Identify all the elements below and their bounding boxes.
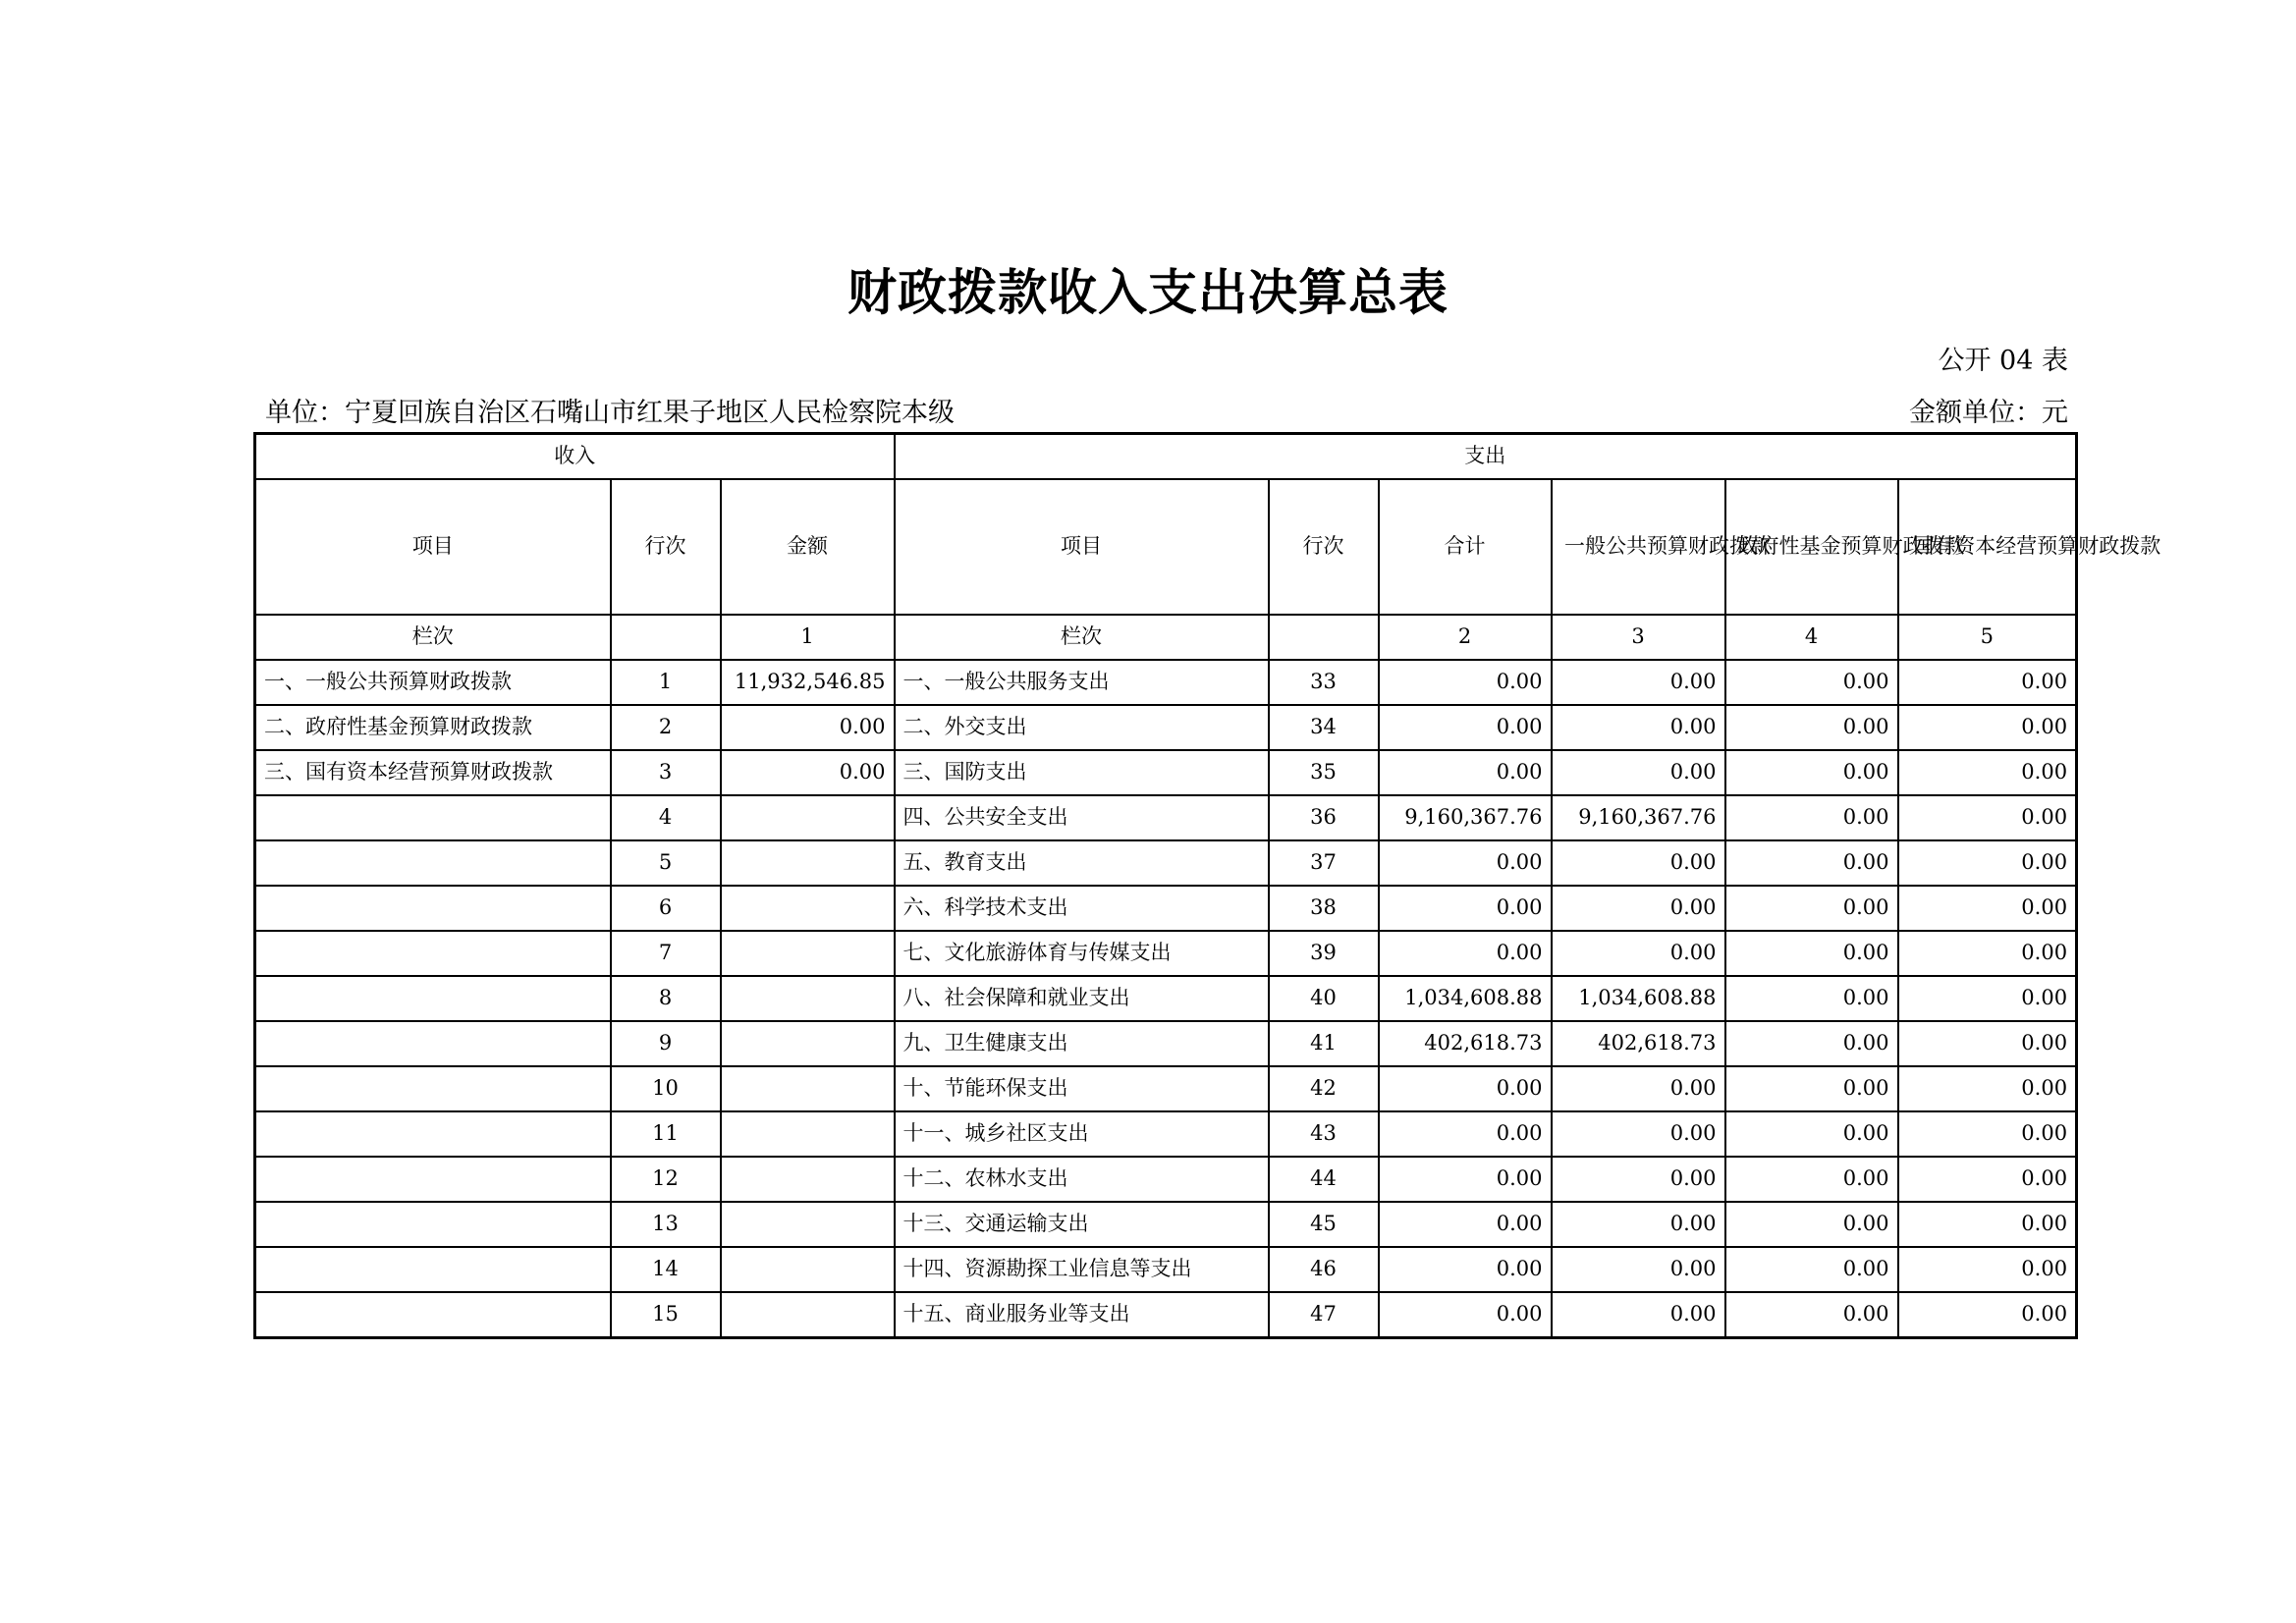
general-budget-cell: 0.00 (1552, 705, 1725, 750)
general-budget-cell: 0.00 (1552, 1202, 1725, 1247)
gov-fund-cell: 0.00 (1725, 1202, 1898, 1247)
general-budget-cell: 9,160,367.76 (1552, 795, 1725, 840)
general-budget-cell: 0.00 (1552, 1157, 1725, 1202)
gov-fund-cell: 0.00 (1725, 750, 1898, 795)
table-row (255, 750, 2077, 795)
income-amount-cell: 0.00 (721, 750, 895, 795)
expense-item-cell: 六、科学技术支出 (895, 886, 1269, 931)
income-amount-cell (721, 1247, 895, 1292)
header-general-budget (1552, 479, 1772, 615)
table-row (255, 1111, 2077, 1157)
col-4: 4 (1725, 615, 1898, 660)
col-5: 5 (1898, 615, 2077, 660)
total-cell: 0.00 (1379, 660, 1552, 705)
total-cell: 0.00 (1379, 1292, 1552, 1338)
income-item-cell (255, 1157, 611, 1202)
table-row (255, 976, 2077, 1021)
expense-line-cell: 34 (1269, 705, 1379, 750)
state-capital-cell: 0.00 (1898, 1292, 2077, 1338)
expense-item-cell: 九、卫生健康支出 (895, 1021, 1269, 1066)
general-budget-cell: 0.00 (1552, 750, 1725, 795)
income-line-cell: 6 (611, 886, 721, 931)
income-line-cell: 2 (611, 705, 721, 750)
expense-line-cell: 41 (1269, 1021, 1379, 1066)
table-row (255, 931, 2077, 976)
expense-item-cell: 八、社会保障和就业支出 (895, 976, 1269, 1021)
general-budget-cell: 0.00 (1552, 931, 1725, 976)
income-amount-cell: 11,932,546.85 (721, 660, 895, 705)
income-line-cell: 11 (611, 1111, 721, 1157)
expense-item-cell: 十三、交通运输支出 (895, 1202, 1269, 1247)
expense-item-cell: 十五、商业服务业等支出 (895, 1292, 1269, 1338)
page-title: 财政拨款收入支出决算总表 (847, 263, 1449, 321)
income-amount-cell: 0.00 (721, 705, 895, 750)
state-capital-cell: 0.00 (1898, 705, 2077, 750)
income-amount-cell (721, 931, 895, 976)
general-budget-cell: 0.00 (1552, 660, 1725, 705)
income-item-cell (255, 976, 611, 1021)
expense-item-cell: 十一、城乡社区支出 (895, 1111, 1269, 1157)
gov-fund-cell: 0.00 (1725, 886, 1898, 931)
income-line-cell: 3 (611, 750, 721, 795)
expense-item-cell: 十二、农林水支出 (895, 1157, 1269, 1202)
income-item-cell (255, 1247, 611, 1292)
total-cell: 0.00 (1379, 1111, 1552, 1157)
header-state-capital (1898, 479, 2161, 615)
amount-unit-label: 金额单位：元 (1909, 398, 2068, 428)
total-cell: 0.00 (1379, 750, 1552, 795)
total-cell: 0.00 (1379, 1066, 1552, 1111)
income-amount-cell (721, 1292, 895, 1338)
total-cell: 402,618.73 (1379, 1021, 1552, 1066)
income-line-cell: 10 (611, 1066, 721, 1111)
table-row (255, 1021, 2077, 1066)
expense-line-cell: 40 (1269, 976, 1379, 1021)
income-amount-cell (721, 1021, 895, 1066)
income-item-cell: 二、政府性基金预算财政拨款 (255, 705, 611, 750)
table-body (255, 434, 2161, 1338)
gov-fund-cell: 0.00 (1725, 1066, 1898, 1111)
column-header-row (255, 479, 2077, 615)
income-line-cell: 1 (611, 660, 721, 705)
expense-line-cell: 33 (1269, 660, 1379, 705)
gov-fund-cell: 0.00 (1725, 1247, 1898, 1292)
section-header-row (255, 434, 2077, 480)
expense-line-cell: 39 (1269, 931, 1379, 976)
income-item-cell (255, 840, 611, 886)
total-cell: 0.00 (1379, 886, 1552, 931)
income-item-cell (255, 795, 611, 840)
unit-label: 单位：宁夏回族自治区石嘴山市红果子地区人民检察院本级 (265, 398, 955, 428)
income-item-cell: 三、国有资本经营预算财政拨款 (255, 750, 611, 795)
budget-table (253, 432, 2161, 1339)
gov-fund-cell: 0.00 (1725, 931, 1898, 976)
state-capital-cell: 0.00 (1898, 1066, 2077, 1111)
income-amount-cell (721, 1111, 895, 1157)
expense-item-cell: 五、教育支出 (895, 840, 1269, 886)
state-capital-cell: 0.00 (1898, 840, 2077, 886)
income-item-cell (255, 931, 611, 976)
section-income: 收入 (255, 434, 895, 480)
income-amount-cell (721, 795, 895, 840)
general-budget-cell: 0.00 (1552, 1292, 1725, 1338)
state-capital-cell: 0.00 (1898, 1247, 2077, 1292)
general-budget-cell: 0.00 (1552, 840, 1725, 886)
header-gov-fund (1725, 479, 1965, 615)
income-amount-cell (721, 1066, 895, 1111)
total-cell: 9,160,367.76 (1379, 795, 1552, 840)
table-row (255, 840, 2077, 886)
gov-fund-cell: 0.00 (1725, 1157, 1898, 1202)
expense-line-cell: 42 (1269, 1066, 1379, 1111)
header-gov-fund-text: 政府性基金预算财政拨款 (1737, 534, 1965, 559)
expense-item-cell: 十四、资源勘探工业信息等支出 (895, 1247, 1269, 1292)
expense-line-cell: 36 (1269, 795, 1379, 840)
total-cell: 0.00 (1379, 840, 1552, 886)
table-row (255, 886, 2077, 931)
total-cell: 0.00 (1379, 1157, 1552, 1202)
header-expense-line: 行次 (1269, 479, 1379, 615)
header-income-amount: 金额 (721, 479, 895, 615)
total-cell: 0.00 (1379, 705, 1552, 750)
header-state-capital-text: 国有资本经营预算财政拨款 (1913, 534, 2161, 559)
col-expense-label: 栏次 (895, 615, 1269, 660)
state-capital-cell: 0.00 (1898, 1157, 2077, 1202)
state-capital-cell: 0.00 (1898, 1021, 2077, 1066)
expense-line-cell: 47 (1269, 1292, 1379, 1338)
gov-fund-cell: 0.00 (1725, 976, 1898, 1021)
expense-line-cell: 44 (1269, 1157, 1379, 1202)
header-income-line: 行次 (611, 479, 721, 615)
col-1: 1 (721, 615, 895, 660)
col-2: 2 (1379, 615, 1552, 660)
table-row (255, 1202, 2077, 1247)
income-line-cell: 8 (611, 976, 721, 1021)
header-general-budget-text: 一般公共预算财政拨款 (1564, 534, 1772, 559)
header-expense-item: 项目 (895, 479, 1269, 615)
expense-item-cell: 四、公共安全支出 (895, 795, 1269, 840)
income-line-cell: 14 (611, 1247, 721, 1292)
section-expense: 支出 (895, 434, 2077, 480)
col-expense-line-blank (1269, 615, 1379, 660)
state-capital-cell: 0.00 (1898, 750, 2077, 795)
income-amount-cell (721, 1157, 895, 1202)
income-amount-cell (721, 886, 895, 931)
expense-line-cell: 38 (1269, 886, 1379, 931)
general-budget-cell: 402,618.73 (1552, 1021, 1725, 1066)
general-budget-cell: 1,034,608.88 (1552, 976, 1725, 1021)
income-line-cell: 9 (611, 1021, 721, 1066)
total-cell: 0.00 (1379, 931, 1552, 976)
expense-line-cell: 43 (1269, 1111, 1379, 1157)
state-capital-cell: 0.00 (1898, 660, 2077, 705)
income-line-cell: 12 (611, 1157, 721, 1202)
table-row (255, 705, 2077, 750)
income-line-cell: 15 (611, 1292, 721, 1338)
expense-item-cell: 一、一般公共服务支出 (895, 660, 1269, 705)
income-line-cell: 5 (611, 840, 721, 886)
gov-fund-cell: 0.00 (1725, 840, 1898, 886)
expense-item-cell: 七、文化旅游体育与传媒支出 (895, 931, 1269, 976)
header-income-item: 项目 (255, 479, 611, 615)
general-budget-cell: 0.00 (1552, 1111, 1725, 1157)
general-budget-cell: 0.00 (1552, 886, 1725, 931)
general-budget-cell: 0.00 (1552, 1066, 1725, 1111)
state-capital-cell: 0.00 (1898, 1202, 2077, 1247)
expense-item-cell: 二、外交支出 (895, 705, 1269, 750)
table-row (255, 1247, 2077, 1292)
state-capital-cell: 0.00 (1898, 931, 2077, 976)
expense-line-cell: 45 (1269, 1202, 1379, 1247)
general-budget-cell: 0.00 (1552, 1247, 1725, 1292)
income-amount-cell (721, 1202, 895, 1247)
table-row (255, 1066, 2077, 1111)
income-item-cell (255, 1292, 611, 1338)
expense-line-cell: 37 (1269, 840, 1379, 886)
income-amount-cell (721, 840, 895, 886)
state-capital-cell: 0.00 (1898, 1111, 2077, 1157)
gov-fund-cell: 0.00 (1725, 1021, 1898, 1066)
expense-line-cell: 35 (1269, 750, 1379, 795)
gov-fund-cell: 0.00 (1725, 705, 1898, 750)
state-capital-cell: 0.00 (1898, 886, 2077, 931)
state-capital-cell: 0.00 (1898, 795, 2077, 840)
expense-item-cell: 十、节能环保支出 (895, 1066, 1269, 1111)
header-total: 合计 (1379, 479, 1552, 615)
income-line-cell: 7 (611, 931, 721, 976)
table-row (255, 660, 2077, 705)
gov-fund-cell: 0.00 (1725, 660, 1898, 705)
col-income-label: 栏次 (255, 615, 611, 660)
state-capital-cell: 0.00 (1898, 976, 2077, 1021)
income-item-cell (255, 1021, 611, 1066)
total-cell: 0.00 (1379, 1247, 1552, 1292)
col-3: 3 (1552, 615, 1725, 660)
income-item-cell (255, 1066, 611, 1111)
gov-fund-cell: 0.00 (1725, 1292, 1898, 1338)
table-row (255, 1157, 2077, 1202)
column-number-row (255, 615, 2077, 660)
income-item-cell: 一、一般公共预算财政拨款 (255, 660, 611, 705)
total-cell: 0.00 (1379, 1202, 1552, 1247)
form-number: 公开 04 表 (1938, 346, 2068, 376)
income-item-cell (255, 1111, 611, 1157)
expense-item-cell: 三、国防支出 (895, 750, 1269, 795)
col-income-line-blank (611, 615, 721, 660)
total-cell: 1,034,608.88 (1379, 976, 1552, 1021)
income-item-cell (255, 886, 611, 931)
income-amount-cell (721, 976, 895, 1021)
expense-line-cell: 46 (1269, 1247, 1379, 1292)
gov-fund-cell: 0.00 (1725, 795, 1898, 840)
income-line-cell: 13 (611, 1202, 721, 1247)
table-row (255, 795, 2077, 840)
income-line-cell: 4 (611, 795, 721, 840)
income-item-cell (255, 1202, 611, 1247)
table-row (255, 1292, 2077, 1338)
gov-fund-cell: 0.00 (1725, 1111, 1898, 1157)
